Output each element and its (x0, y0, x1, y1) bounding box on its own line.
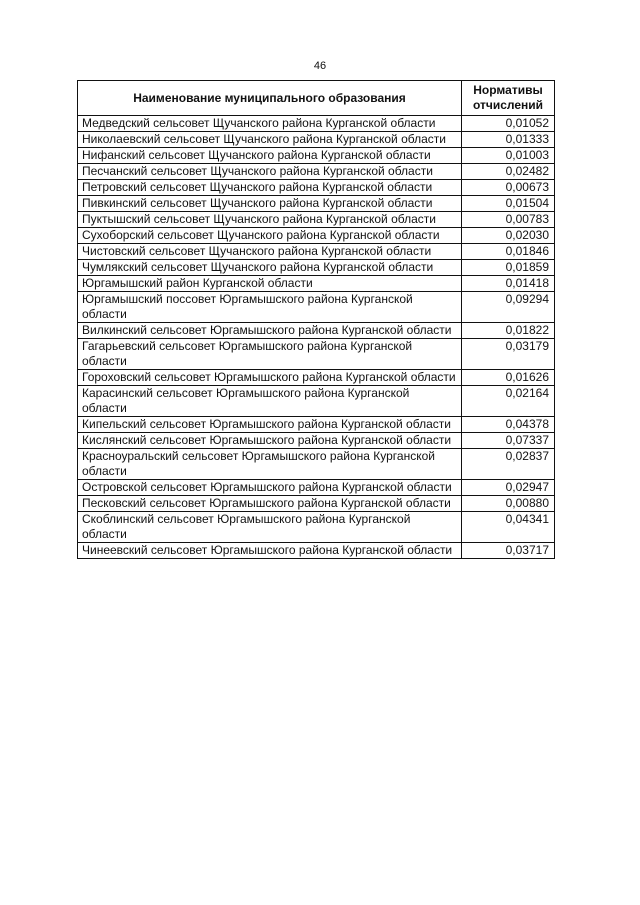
municipality-name-cell: Кипельский сельсовет Юргамышского района Курганской области (78, 417, 462, 433)
deduction-norm-cell: 0,00673 (462, 180, 555, 196)
municipality-name-cell: Чумлякский сельсовет Щучанского района Курганской области (78, 260, 462, 276)
table-row (78, 386, 555, 417)
deduction-norm-cell: 0,00783 (462, 212, 555, 228)
municipality-name-cell: Песчанский сельсовет Щучанского района Курганской области (78, 164, 462, 180)
table-row (78, 323, 555, 339)
deduction-norm-cell: 0,01052 (462, 116, 555, 132)
deduction-norm-cell: 0,02164 (462, 386, 555, 417)
municipality-name-cell: Гагарьевский сельсовет Юргамышского района Курганской области (78, 339, 462, 370)
table-row (78, 228, 555, 244)
table-row (78, 276, 555, 292)
table-row (78, 480, 555, 496)
municipality-name-cell: Кислянский сельсовет Юргамышского района Курганской области (78, 433, 462, 449)
table-header-row (78, 81, 555, 116)
table-row (78, 132, 555, 148)
deduction-norm-cell: 0,02837 (462, 449, 555, 480)
table-row (78, 496, 555, 512)
table-row (78, 543, 555, 559)
deduction-norm-cell: 0,01626 (462, 370, 555, 386)
header-deduction-norms: Нормативы отчислений (462, 81, 555, 116)
deduction-norm-cell: 0,04341 (462, 512, 555, 543)
deduction-norm-cell: 0,02947 (462, 480, 555, 496)
table-row (78, 260, 555, 276)
municipality-name-cell: Николаевский сельсовет Щучанского района Курганской области (78, 132, 462, 148)
municipality-name-cell: Островской сельсовет Юргамышского района Курганской области (78, 480, 462, 496)
table-row (78, 196, 555, 212)
deduction-norm-cell: 0,01003 (462, 148, 555, 164)
municipality-name-cell: Сухоборский сельсовет Щучанского района Курганской области (78, 228, 462, 244)
municipality-name-cell: Медведский сельсовет Щучанского района Курганской области (78, 116, 462, 132)
deduction-norm-cell: 0,01333 (462, 132, 555, 148)
table-row (78, 417, 555, 433)
table-row (78, 370, 555, 386)
deduction-norm-cell: 0,00880 (462, 496, 555, 512)
municipality-name-cell: Чинеевский сельсовет Юргамышского района Курганской области (78, 543, 462, 559)
table-body (78, 116, 555, 559)
table-row (78, 148, 555, 164)
table-row (78, 449, 555, 480)
norms-table (77, 80, 555, 559)
table-row (78, 164, 555, 180)
deduction-norm-cell: 0,02482 (462, 164, 555, 180)
deduction-norm-cell: 0,04378 (462, 417, 555, 433)
deduction-norm-cell: 0,03179 (462, 339, 555, 370)
header-municipality-name: Наименование муниципального образования (78, 81, 462, 116)
municipality-name-cell: Юргамышский район Курганской области (78, 276, 462, 292)
table-row (78, 433, 555, 449)
deduction-norm-cell: 0,01418 (462, 276, 555, 292)
municipality-name-cell: Чистовский сельсовет Щучанского района Курганской области (78, 244, 462, 260)
table-row (78, 339, 555, 370)
municipality-name-cell: Нифанский сельсовет Щучанского района Курганской области (78, 148, 462, 164)
municipality-name-cell: Карасинский сельсовет Юргамышского района Курганской области (78, 386, 462, 417)
deduction-norm-cell: 0,03717 (462, 543, 555, 559)
municipality-name-cell: Песковский сельсовет Юргамышского района Курганской области (78, 496, 462, 512)
municipality-name-cell: Скоблинский сельсовет Юргамышского района Курганской области (78, 512, 462, 543)
deduction-norm-cell: 0,09294 (462, 292, 555, 323)
table-row (78, 512, 555, 543)
deduction-norm-cell: 0,02030 (462, 228, 555, 244)
municipality-name-cell: Петровский сельсовет Щучанского района Курганской области (78, 180, 462, 196)
table-row (78, 180, 555, 196)
municipality-name-cell: Гороховский сельсовет Юргамышского района Курганской области (78, 370, 462, 386)
table-row (78, 292, 555, 323)
table-row (78, 244, 555, 260)
table-row (78, 116, 555, 132)
municipality-name-cell: Юргамышский поссовет Юргамышского района Курганской области (78, 292, 462, 323)
deduction-norm-cell: 0,01846 (462, 244, 555, 260)
municipality-name-cell: Красноуральский сельсовет Юргамышского района Курганской области (78, 449, 462, 480)
municipality-name-cell: Вилкинский сельсовет Юргамышского района Курганской области (78, 323, 462, 339)
municipality-name-cell: Пуктышский сельсовет Щучанского района Курганской области (78, 212, 462, 228)
deduction-norm-cell: 0,07337 (462, 433, 555, 449)
deduction-norm-cell: 0,01504 (462, 196, 555, 212)
deduction-norm-cell: 0,01822 (462, 323, 555, 339)
deduction-norm-cell: 0,01859 (462, 260, 555, 276)
municipality-name-cell: Пивкинский сельсовет Щучанского района Курганской области (78, 196, 462, 212)
table-row (78, 212, 555, 228)
page-number: 46 (313, 60, 327, 72)
